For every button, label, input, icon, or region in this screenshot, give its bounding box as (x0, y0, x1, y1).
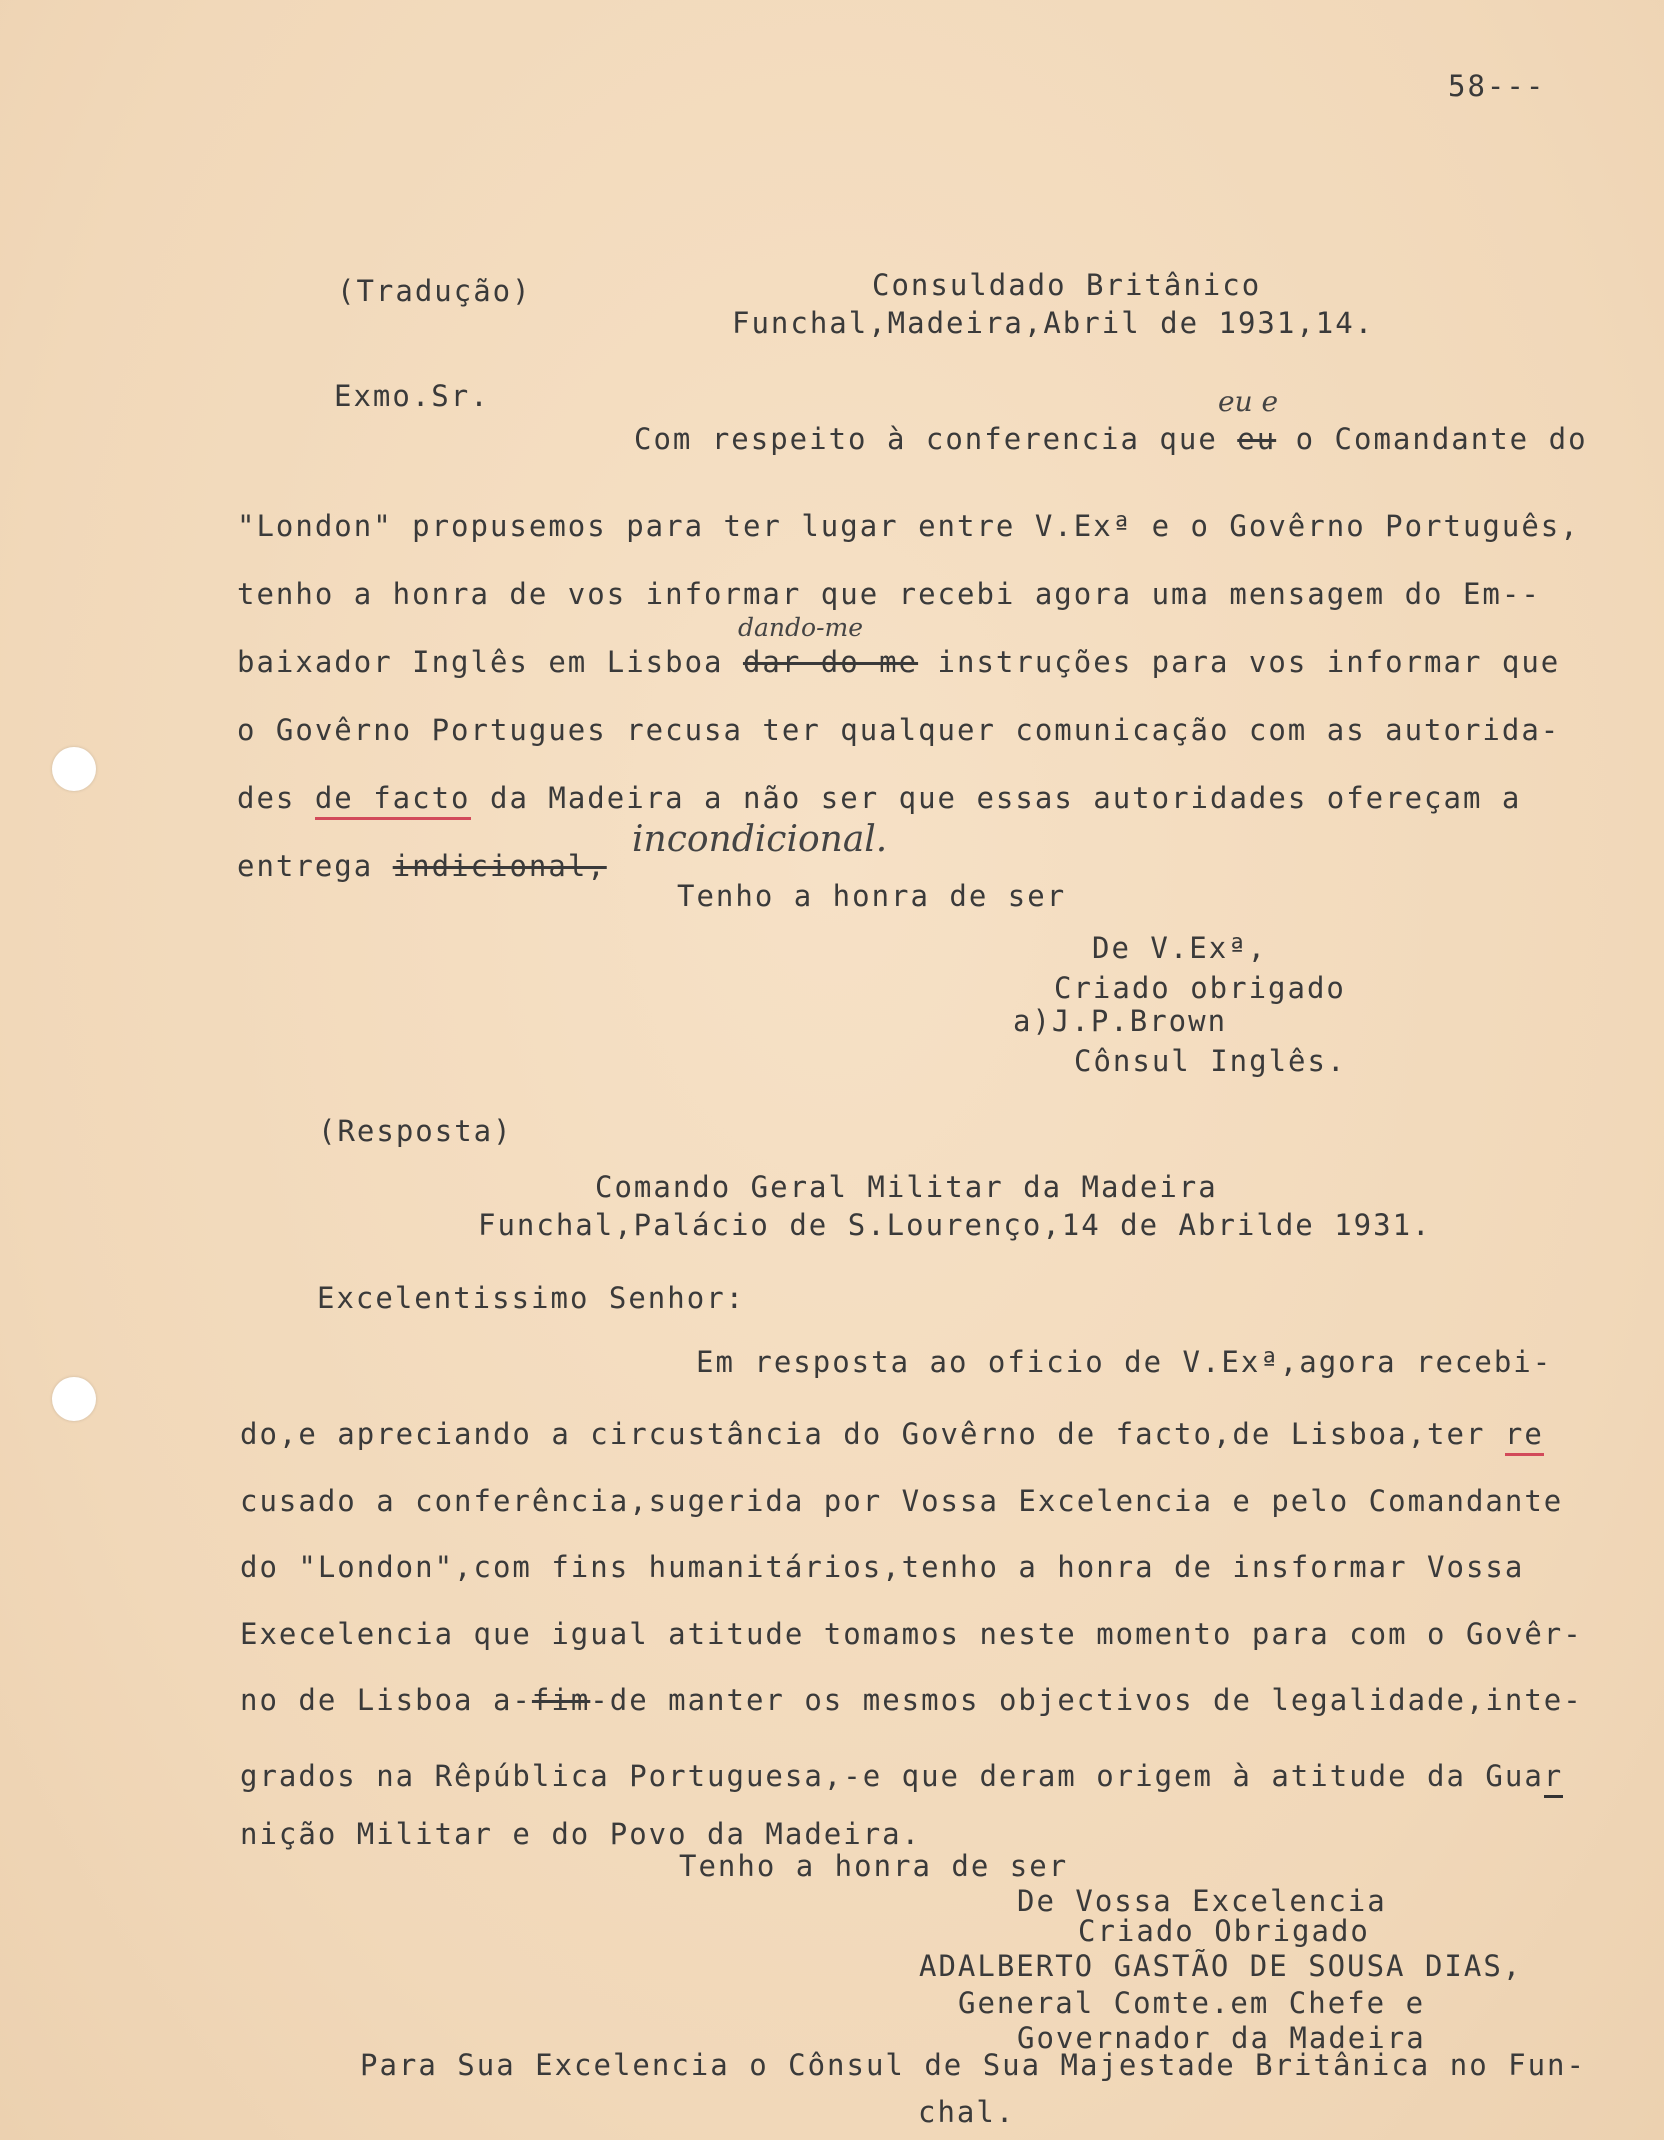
letter2-para-line (240, 1417, 1544, 1451)
handwritten-insert: eu e (1218, 385, 1279, 418)
handwritten-insert: incondicional. (632, 819, 888, 860)
punch-hole (52, 747, 96, 791)
letter2-para-line (240, 1759, 1564, 1793)
letter1-office: Consuldado Britânico (872, 268, 1262, 302)
letter2-signature: Governador da Madeira (1017, 2021, 1426, 2055)
letter1-para-line: "London" propusemos para ter lugar entre V.Exª e o Govêrno Português, (237, 509, 1580, 543)
page-number: 58--- (1448, 69, 1546, 103)
letter2-signature: General Comte.em Chefe e (958, 1986, 1426, 2020)
struck-text: eu (1237, 422, 1277, 456)
letter1-signature: Cônsul Inglês. (1074, 1044, 1347, 1078)
letter1-para-line (237, 781, 1522, 815)
letter2-closing: Tenho a honra de ser (679, 1849, 1069, 1883)
letter2-signature: ADALBERTO GASTÃO DE SOUSA DIAS, (919, 1949, 1523, 1983)
letter1-signature: a)J.P.Brown (1013, 1004, 1228, 1038)
letter1-salutation: Exmo.Sr. (334, 379, 490, 413)
underlined-text: r (1544, 1759, 1563, 1798)
text-segment: Com respeito à conferencia que (634, 422, 1238, 456)
address-line: chal. (918, 2095, 1016, 2129)
handwritten-insert: dando-me (738, 613, 864, 642)
reply-label: (Resposta) (318, 1114, 513, 1148)
letter1-closing: Tenho a honra de ser (677, 879, 1067, 913)
letter2-place-date: Funchal,Palácio de S.Lourenço,14 de Abrilde 1931. (478, 1208, 1432, 1242)
letter1-place-date: Funchal,Madeira,Abril de 1931,14. (732, 306, 1375, 340)
letter2-signature: De Vossa Excelencia (1017, 1884, 1387, 1918)
letter1-signature: Criado obrigado (1054, 971, 1346, 1005)
struck-text: fim (531, 1683, 591, 1717)
text-segment: des (237, 781, 315, 815)
letter2-salutation: Excelentissimo Senhor: (317, 1281, 746, 1315)
letter1-signature: De V.Exª, (1092, 931, 1268, 965)
letter1-para-line (237, 645, 1561, 679)
text-segment: entrega (237, 849, 393, 883)
text-segment: no de Lisboa a- (240, 1683, 532, 1717)
letter2-para-line: do "London",com fins humanitários,tenho a honra de insformar Vossa (240, 1550, 1525, 1584)
letter1-para-line (237, 849, 607, 883)
letter2-signature: Criado Obrigado (1078, 1914, 1370, 1948)
punch-hole (52, 1377, 96, 1421)
struck-text: indicional, (392, 849, 607, 883)
text-segment: do,e apreciando a circustância do Govêrno de facto,de Lisboa,ter (240, 1417, 1505, 1451)
letter2-para-line: nição Militar e do Povo da Madeira. (240, 1817, 922, 1851)
text-segment: o Comandante do (1276, 422, 1588, 456)
letter1-para-line (634, 422, 1588, 456)
letter1-para-line: o Govêrno Portugues recusa ter qualquer comunicação com as autorida- (237, 713, 1561, 747)
letter2-para-line: Execelencia que igual atitude tomamos neste momento para com o Govêr- (240, 1617, 1583, 1651)
text-segment: da Madeira a não ser que essas autoridades ofereçam a (470, 781, 1522, 815)
text-segment: grados na Rêpública Portuguesa,-e que deram origem à atitude da Gua (240, 1759, 1544, 1793)
text-segment: -de manter os mesmos objectivos de legalidade,inte- (590, 1683, 1583, 1717)
letter2-para-line: cusado a conferência,sugerida por Vossa Excelencia e pelo Comandante (240, 1484, 1564, 1518)
underlined-text: de facto (315, 781, 471, 820)
letter2-office: Comando Geral Militar da Madeira (595, 1170, 1218, 1204)
underlined-text: re (1505, 1417, 1544, 1456)
text-segment: baixador Inglês em Lisboa (237, 645, 743, 679)
letter2-para-line (240, 1683, 1583, 1717)
letter1-para-line: tenho a honra de vos informar que recebi agora uma mensagem do Em-- (237, 577, 1541, 611)
text-segment: instruções para vos informar que (918, 645, 1561, 679)
letter2-para-line: Em resposta ao oficio de V.Exª,agora recebi- (696, 1345, 1553, 1379)
address-line: Para Sua Excelencia o Cônsul de Sua Majestade Britânica no Fun- (360, 2048, 1586, 2082)
translation-label: (Tradução) (337, 274, 532, 308)
struck-text: dar-do-me (742, 645, 919, 679)
